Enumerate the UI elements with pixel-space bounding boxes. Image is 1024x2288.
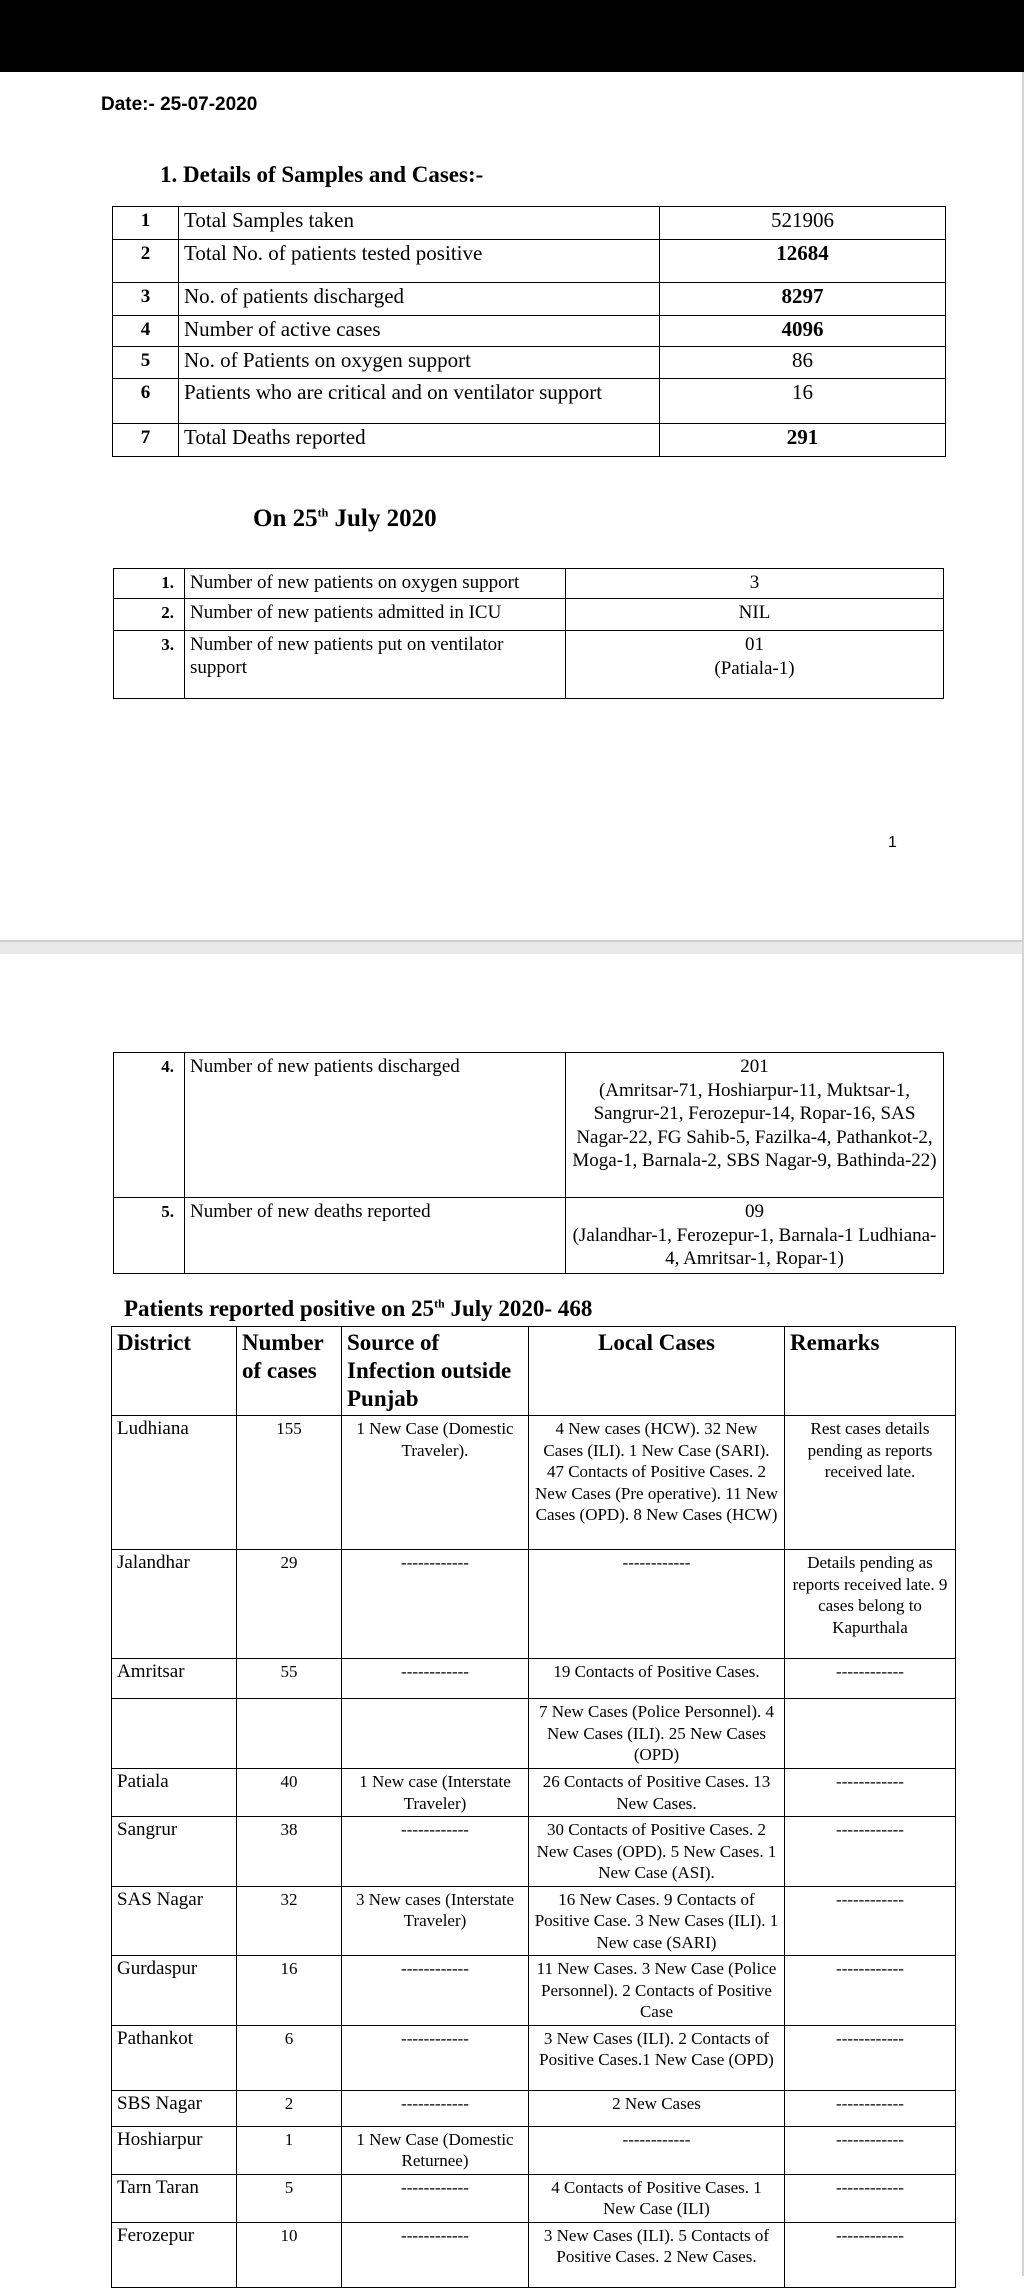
day-stat-detail: (Jalandhar-1, Ferozepur-1, Barnala-1 Ludhiana-4, Amritsar-1, Ropar-1): [572, 1224, 937, 1269]
district-row: [112, 2025, 956, 2090]
district-source: ------------: [342, 2090, 529, 2126]
header-number-of-cases: Number of cases: [237, 1327, 342, 1416]
district-source: 3 New cases (Interstate Traveler): [342, 1886, 529, 1956]
summary-row-label: Number of active cases: [179, 316, 660, 347]
district-name: Patiala: [112, 1769, 237, 1817]
district-row: [112, 2174, 956, 2222]
district-local-cases: 16 New Cases. 9 Contacts of Positive Case. 3 New Cases (ILI). 1 New case (SARI): [529, 1886, 785, 1956]
district-name: SBS Nagar: [112, 2090, 237, 2126]
district-row: [112, 1817, 956, 1887]
summary-row-label: Patients who are critical and on ventilator support: [179, 379, 660, 424]
district-case-count: 38: [237, 1817, 342, 1887]
district-local-cases: 3 New Cases (ILI). 2 Contacts of Positive Cases.1 New Case (OPD): [529, 2025, 785, 2090]
district-row: [112, 1550, 956, 1659]
summary-row-number: 1: [113, 207, 179, 240]
day-stat-row: [114, 1053, 944, 1198]
district-local-cases: 19 Contacts of Positive Cases.: [529, 1659, 785, 1699]
district-remarks: Rest cases details pending as reports received late.: [785, 1416, 956, 1550]
day-stat-value: 01: [745, 634, 764, 655]
district-row: [112, 1659, 956, 1699]
summary-row-label: Total Deaths reported: [179, 424, 660, 457]
district-remarks: [785, 1699, 956, 1769]
day-stat-number: 5.: [114, 1198, 185, 1274]
district-remarks: ------------: [785, 2025, 956, 2090]
district-cases-table: [111, 1326, 956, 2288]
district-row: [112, 1886, 956, 1956]
district-case-count: 6: [237, 2025, 342, 2090]
summary-row-label: Total Samples taken: [179, 207, 660, 240]
district-source: 1 New Case (Domestic Traveler).: [342, 1416, 529, 1550]
viewer-top-bar: [0, 0, 1024, 72]
district-row: [112, 1769, 956, 1817]
district-local-cases: 2 New Cases: [529, 2090, 785, 2126]
day-stat-number: 3.: [114, 631, 185, 699]
district-remarks: ------------: [785, 2090, 956, 2126]
district-remarks: ------------: [785, 1817, 956, 1887]
day-stat-value-cell: [566, 569, 944, 599]
day-stat-value-cell: [566, 1198, 944, 1274]
day-stat-value: 09: [745, 1201, 764, 1222]
day-stats-table-part-2: [113, 1052, 944, 1274]
positive-heading-text: Patients reported positive on 25: [124, 1296, 435, 1321]
day-stat-value-cell: [566, 1053, 944, 1198]
district-name: Ferozepur: [112, 2222, 237, 2287]
day-stat-detail: (Amritsar-71, Hoshiarpur-11, Muktsar-1, Sangrur-21, Ferozepur-14, Ropar-16, SAS Nagar-22, FG Sahib-5, Fazilka-4, Pathankot-2, Moga-1, Barnala-2, SBS Nagar-9, Bathinda-22): [572, 1079, 937, 1171]
day-stat-label: Number of new deaths reported: [185, 1198, 566, 1274]
district-case-count: [237, 1699, 342, 1769]
district-local-cases: ------------: [529, 1550, 785, 1659]
day-stat-label: Number of new patients admitted in ICU: [185, 599, 566, 631]
district-row: [112, 1416, 956, 1550]
summary-row-value: 16: [660, 379, 946, 424]
district-remarks: ------------: [785, 1659, 956, 1699]
district-remarks: ------------: [785, 1956, 956, 2026]
summary-row-number: 4: [113, 316, 179, 347]
day-stat-row: [114, 569, 944, 599]
district-case-count: 29: [237, 1550, 342, 1659]
district-source: 1 New case (Interstate Traveler): [342, 1769, 529, 1817]
district-table-header-row: [112, 1327, 956, 1416]
document-page-1: [0, 72, 1024, 940]
district-source: ------------: [342, 2222, 529, 2287]
day-stat-label: Number of new patients put on ventilator support: [185, 631, 566, 699]
district-case-count: 40: [237, 1769, 342, 1817]
district-row: [112, 1699, 956, 1769]
district-name: SAS Nagar: [112, 1886, 237, 1956]
day-stat-value-cell: [566, 599, 944, 631]
header-local-cases: Local Cases: [529, 1327, 785, 1416]
district-source: [342, 1699, 529, 1769]
summary-row: [113, 316, 946, 347]
summary-row: [113, 379, 946, 424]
summary-row-value: 12684: [660, 240, 946, 283]
district-source: 1 New Case (Domestic Returnee): [342, 2126, 529, 2174]
day-stat-number: 2.: [114, 599, 185, 631]
summary-row-label: Total No. of patients tested positive: [179, 240, 660, 283]
header-district: District: [112, 1327, 237, 1416]
district-local-cases: 3 New Cases (ILI). 5 Contacts of Positive Cases. 2 New Cases.: [529, 2222, 785, 2287]
district-case-count: 16: [237, 1956, 342, 2026]
positive-cases-heading: [124, 1296, 592, 1322]
positive-heading-ordinal: th: [434, 1296, 445, 1311]
summary-row-value: 86: [660, 347, 946, 379]
section-title-samples-cases: 1. Details of Samples and Cases:-: [160, 162, 484, 187]
district-name: Sangrur: [112, 1817, 237, 1887]
summary-table: [112, 206, 946, 457]
district-remarks: ------------: [785, 1886, 956, 1956]
district-name: Hoshiarpur: [112, 2126, 237, 2174]
district-local-cases: 26 Contacts of Positive Cases. 13 New Cases.: [529, 1769, 785, 1817]
header-source-of-infection: Source of Infection outside Punjab: [342, 1327, 529, 1416]
district-name: Gurdaspur: [112, 1956, 237, 2026]
district-local-cases: 4 New cases (HCW). 32 New Cases (ILI). 1 New Case (SARI). 47 Contacts of Positive Cases. 2 New Cases (Pre operative). 11 New Cases (OPD). 8 New Cases (HCW): [529, 1416, 785, 1550]
day-heading-text: On 25: [253, 505, 318, 532]
positive-heading-total: July 2020- 468: [444, 1296, 593, 1321]
district-local-cases: ------------: [529, 2126, 785, 2174]
district-case-count: 2: [237, 2090, 342, 2126]
district-local-cases: 11 New Cases. 3 New Case (Police Personnel). 2 Contacts of Positive Case: [529, 1956, 785, 2026]
day-stat-value: 201: [740, 1056, 769, 1077]
summary-row: [113, 240, 946, 283]
district-row: [112, 2090, 956, 2126]
report-date: Date:- 25-07-2020: [101, 94, 258, 115]
summary-row-value: 8297: [660, 283, 946, 316]
district-case-count: 10: [237, 2222, 342, 2287]
district-name: Amritsar: [112, 1659, 237, 1699]
summary-row-number: 7: [113, 424, 179, 457]
district-case-count: 32: [237, 1886, 342, 1956]
summary-row-value: 4096: [660, 316, 946, 347]
district-name: [112, 1699, 237, 1769]
district-row: [112, 1956, 956, 2026]
district-case-count: 155: [237, 1416, 342, 1550]
summary-row-label: No. of patients discharged: [179, 283, 660, 316]
district-name: Jalandhar: [112, 1550, 237, 1659]
summary-row-number: 2: [113, 240, 179, 283]
day-stat-row: [114, 631, 944, 699]
district-name: Tarn Taran: [112, 2174, 237, 2222]
day-heading: [253, 505, 437, 533]
district-row: [112, 2126, 956, 2174]
district-remarks: ------------: [785, 2174, 956, 2222]
district-source: ------------: [342, 1817, 529, 1887]
district-row: [112, 2222, 956, 2287]
district-source: ------------: [342, 1956, 529, 2026]
summary-row-value: 291: [660, 424, 946, 457]
district-source: ------------: [342, 2174, 529, 2222]
day-stats-table-part-1: [113, 568, 944, 699]
day-stat-number: 1.: [114, 569, 185, 599]
district-remarks: ------------: [785, 2126, 956, 2174]
district-name: Ludhiana: [112, 1416, 237, 1550]
district-source: ------------: [342, 2025, 529, 2090]
district-source: ------------: [342, 1659, 529, 1699]
day-stat-value-cell: [566, 631, 944, 699]
day-stat-row: [114, 599, 944, 631]
summary-row-number: 6: [113, 379, 179, 424]
day-stat-detail: (Patiala-1): [714, 657, 795, 679]
district-local-cases: 4 Contacts of Positive Cases. 1 New Case (ILI): [529, 2174, 785, 2222]
day-heading-month-year: July 2020: [328, 505, 437, 532]
day-stat-value: NIL: [738, 602, 771, 623]
day-stat-label: Number of new patients on oxygen support: [185, 569, 566, 599]
day-stat-value: 3: [749, 572, 760, 593]
summary-row-number: 5: [113, 347, 179, 379]
district-case-count: 1: [237, 2126, 342, 2174]
page-number: 1: [888, 834, 897, 851]
summary-row: [113, 424, 946, 457]
summary-row-value: 521906: [660, 207, 946, 240]
district-source: ------------: [342, 1550, 529, 1659]
day-stat-number: 4.: [114, 1053, 185, 1198]
district-case-count: 55: [237, 1659, 342, 1699]
district-remarks: Details pending as reports received late. 9 cases belong to Kapurthala: [785, 1550, 956, 1659]
district-local-cases: 7 New Cases (Police Personnel). 4 New Cases (ILI). 25 New Cases (OPD): [529, 1699, 785, 1769]
district-case-count: 5: [237, 2174, 342, 2222]
summary-row: [113, 347, 946, 379]
summary-row-label: No. of Patients on oxygen support: [179, 347, 660, 379]
district-remarks: ------------: [785, 2222, 956, 2287]
day-stat-label: Number of new patients discharged: [185, 1053, 566, 1198]
district-local-cases: 30 Contacts of Positive Cases. 2 New Cases (OPD). 5 New Cases. 1 New Case (ASI).: [529, 1817, 785, 1887]
summary-row: [113, 283, 946, 316]
summary-row-number: 3: [113, 283, 179, 316]
summary-row: [113, 207, 946, 240]
district-name: Pathankot: [112, 2025, 237, 2090]
day-heading-ordinal: th: [317, 505, 329, 520]
day-stat-row: [114, 1198, 944, 1274]
district-remarks: ------------: [785, 1769, 956, 1817]
header-remarks: Remarks: [785, 1327, 956, 1416]
